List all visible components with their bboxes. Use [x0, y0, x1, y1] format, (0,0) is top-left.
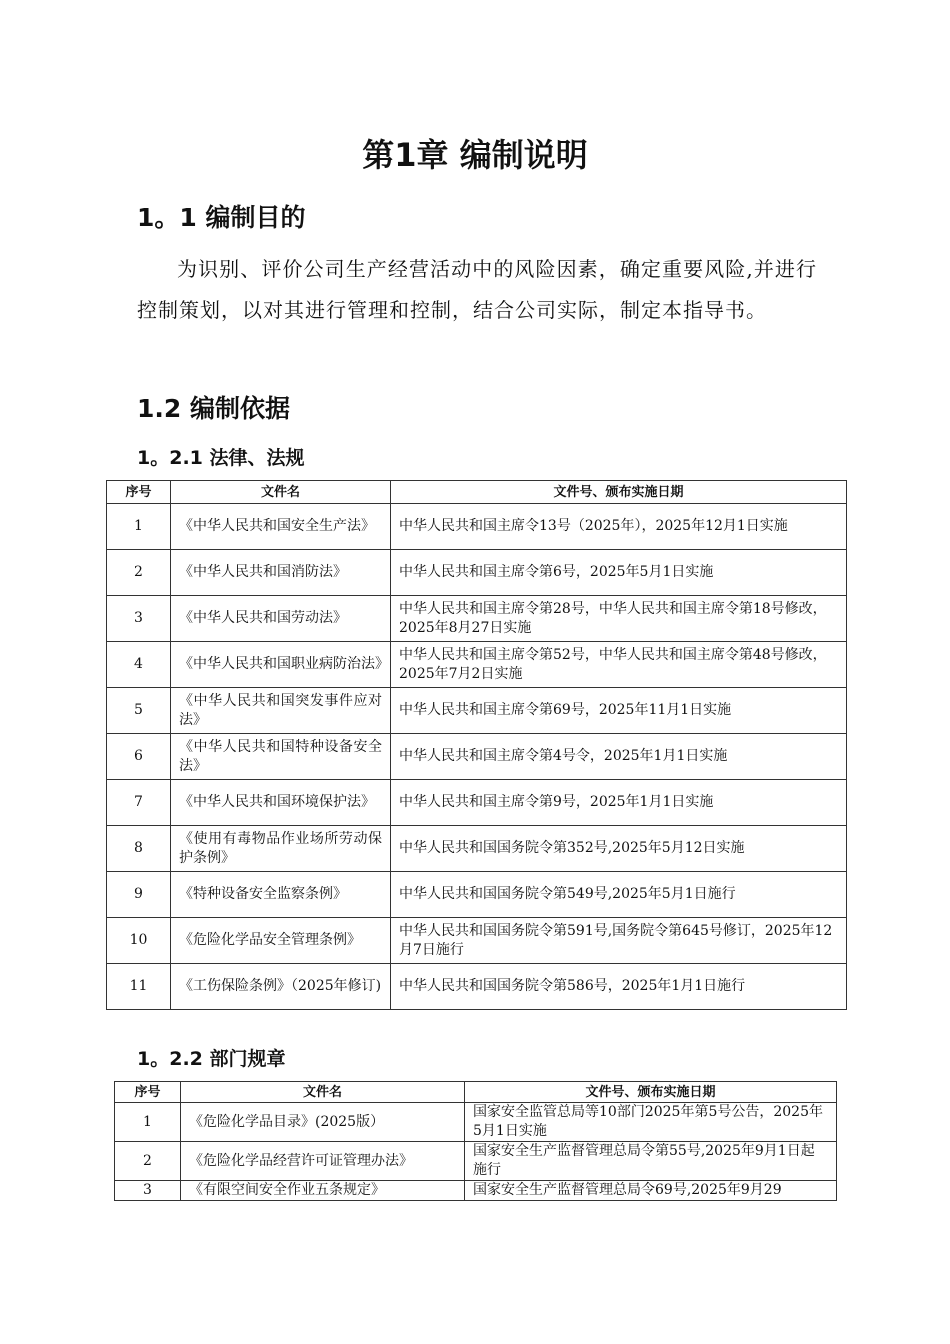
document-name-cell: 《特种设备安全监察条例》 — [171, 872, 391, 918]
row-number-cell: 10 — [107, 918, 171, 964]
document-ref-cell: 中华人民共和国主席令第52号，中华人民共和国主席令第48号修改，2025年7月2日实施 — [391, 642, 847, 688]
document-ref-cell: 国家安全监管总局等10部门2025年第5号公告，2025年5月1日实施 — [465, 1103, 837, 1142]
rules-table — [114, 1081, 837, 1201]
document-ref-cell: 中华人民共和国主席令第69号，2025年11月1日实施 — [391, 688, 847, 734]
document-name-cell: 《危险化学品安全管理条例》 — [171, 918, 391, 964]
row-number-cell: 1 — [115, 1103, 181, 1142]
rules-table-body — [115, 1103, 837, 1201]
table-row — [107, 734, 847, 780]
document-ref-cell: 中华人民共和国主席令第9号，2025年1月1日实施 — [391, 780, 847, 826]
table-row — [107, 642, 847, 688]
row-number-cell: 6 — [107, 734, 171, 780]
document-ref-cell: 中华人民共和国主席令第6号，2025年5月1日实施 — [391, 550, 847, 596]
chapter-title: 第1章 编制说明 — [362, 136, 588, 174]
row-number-cell: 1 — [107, 504, 171, 550]
table-row — [107, 872, 847, 918]
table-row — [107, 596, 847, 642]
subsection-heading-rules: 1。2.2 部门规章 — [137, 1048, 286, 1070]
column-header-ref: 文件号、颁布实施日期 — [391, 481, 847, 504]
row-number-cell: 2 — [115, 1142, 181, 1181]
document-ref-cell: 中华人民共和国国务院令第586号，2025年1月1日施行 — [391, 964, 847, 1010]
column-header-name: 文件名 — [181, 1082, 465, 1103]
row-number-cell: 4 — [107, 642, 171, 688]
table-row — [115, 1142, 837, 1181]
column-header-name: 文件名 — [171, 481, 391, 504]
row-number-cell: 7 — [107, 780, 171, 826]
document-name-cell: 《使用有毒物品作业场所劳动保护条例》 — [171, 826, 391, 872]
laws-table — [106, 480, 847, 1010]
table-row — [107, 826, 847, 872]
subsection-heading-laws: 1。2.1 法律、法规 — [137, 447, 305, 469]
purpose-paragraph: 为识别、评价公司生产经营活动中的风险因素，确定重要风险,并进行控制策划，以对其进行管理和控制，结合公司实际，制定本指导书。 — [137, 257, 817, 322]
row-number-cell: 2 — [107, 550, 171, 596]
row-number-cell: 9 — [107, 872, 171, 918]
table-row — [107, 918, 847, 964]
row-number-cell: 3 — [115, 1181, 181, 1201]
document-ref-cell: 中华人民共和国主席令第4号令，2025年1月1日实施 — [391, 734, 847, 780]
column-header-ref: 文件号、颁布实施日期 — [465, 1082, 837, 1103]
document-name-cell: 《中华人民共和国劳动法》 — [171, 596, 391, 642]
laws-table-body — [107, 504, 847, 1010]
document-name-cell: 《中华人民共和国特种设备安全法》 — [171, 734, 391, 780]
document-ref-cell: 中华人民共和国主席令13号（2025年），2025年12月1日实施 — [391, 504, 847, 550]
document-ref-cell: 中华人民共和国国务院令第549号,2025年5月1日施行 — [391, 872, 847, 918]
table-row — [115, 1181, 837, 1201]
document-ref-cell: 中华人民共和国主席令第28号，中华人民共和国主席令第18号修改，2025年8月27日实施 — [391, 596, 847, 642]
document-name-cell: 《危险化学品经营许可证管理办法》 — [181, 1142, 465, 1181]
document-ref-cell: 国家安全生产监督管理总局令第55号,2025年9月1日起施行 — [465, 1142, 837, 1181]
document-name-cell: 《工伤保险条例》（2025年修订) — [171, 964, 391, 1010]
document-name-cell: 《有限空间安全作业五条规定》 — [181, 1181, 465, 1201]
column-header-no: 序号 — [107, 481, 171, 504]
row-number-cell: 5 — [107, 688, 171, 734]
row-number-cell: 3 — [107, 596, 171, 642]
document-name-cell: 《危险化学品目录》(2025版） — [181, 1103, 465, 1142]
table-row — [107, 688, 847, 734]
column-header-no: 序号 — [115, 1082, 181, 1103]
document-name-cell: 《中华人民共和国消防法》 — [171, 550, 391, 596]
table-row — [107, 550, 847, 596]
document-name-cell: 《中华人民共和国职业病防治法》 — [171, 642, 391, 688]
table-row — [107, 964, 847, 1010]
document-ref-cell: 中华人民共和国国务院令第591号,国务院令第645号修订，2025年12月7日施行 — [391, 918, 847, 964]
document-ref-cell: 中华人民共和国国务院令第352号,2025年5月12日实施 — [391, 826, 847, 872]
document-name-cell: 《中华人民共和国安全生产法》 — [171, 504, 391, 550]
section-heading-basis: 1.2 编制依据 — [137, 394, 290, 423]
section-heading-purpose: 1。1 编制目的 — [137, 203, 306, 232]
table-row — [115, 1103, 837, 1142]
table-header-row — [107, 481, 847, 504]
row-number-cell: 11 — [107, 964, 171, 1010]
document-name-cell: 《中华人民共和国环境保护法》 — [171, 780, 391, 826]
table-row — [107, 780, 847, 826]
document-ref-cell: 国家安全生产监督管理总局令69号,2025年9月29 — [465, 1181, 837, 1201]
row-number-cell: 8 — [107, 826, 171, 872]
table-header-row — [115, 1082, 837, 1103]
table-row — [107, 504, 847, 550]
document-name-cell: 《中华人民共和国突发事件应对法》 — [171, 688, 391, 734]
